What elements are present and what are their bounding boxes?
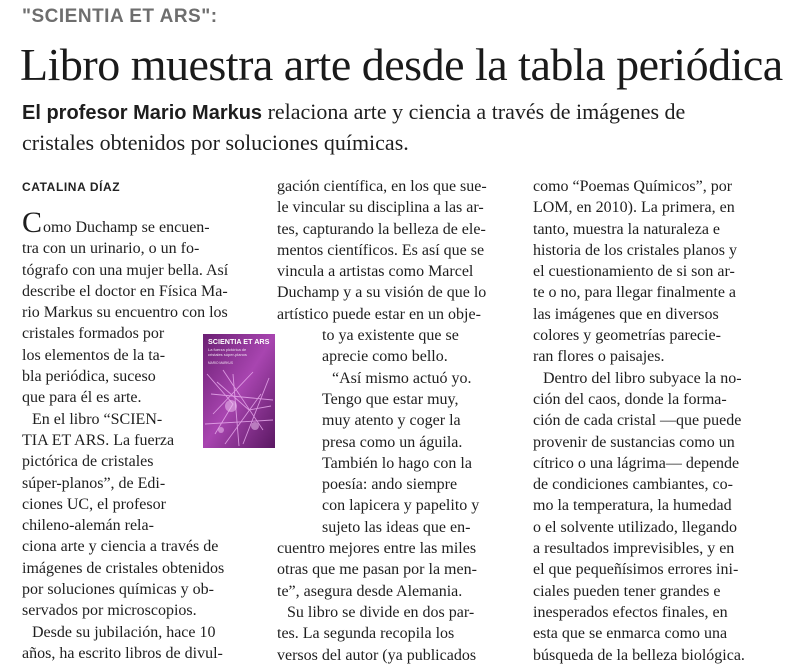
column-2-line: versos del autor (ya publicados bbox=[277, 646, 477, 664]
column-1-line: describe el doctor en Física Ma- bbox=[22, 282, 228, 300]
column-1-line: TIA ET ARS. La fuerza bbox=[22, 431, 175, 449]
column-3-line: tanto, muestra la naturaleza e bbox=[533, 220, 721, 238]
column-2-line: otras que me pasan por la men- bbox=[277, 561, 477, 579]
column-2-line: presa como un águila. bbox=[322, 433, 463, 451]
column-1-line: servados por microscopios. bbox=[22, 602, 197, 620]
column-2-line: artístico puede estar en un obje- bbox=[277, 305, 481, 323]
column-2-line: Tengo que estar muy, bbox=[322, 390, 459, 408]
column-3-line: Dentro del libro subyace la no- bbox=[543, 369, 742, 387]
column-3-line: búsqueda de la belleza biológica. bbox=[533, 646, 745, 664]
column-3-line: las imágenes que en diversos bbox=[533, 305, 719, 323]
column-3-line: ran flores o paisajes. bbox=[533, 348, 665, 366]
column-1-line: Desde su jubilación, hace 10 bbox=[32, 623, 216, 641]
book-cover-image bbox=[203, 334, 275, 448]
article-headline: Libro muestra arte desde la tabla periódica bbox=[20, 39, 783, 90]
column-1-line: imágenes de cristales obtenidos bbox=[22, 559, 225, 577]
column-3-line: colores y geometrías parecie- bbox=[533, 327, 721, 345]
article-deck bbox=[22, 97, 782, 158]
column-3-line: inesperados efectos finales, en bbox=[533, 603, 728, 621]
column-2-line: le vincular su disciplina a las ar- bbox=[277, 199, 484, 217]
column-3-line: como “Poemas Químicos”, por bbox=[533, 178, 733, 195]
column-2-line: to ya existente que se bbox=[322, 327, 459, 345]
column-1-line: ciona arte y ciencia a través de bbox=[22, 538, 219, 556]
book-cover-subtitle-1: La fuerza pictórica de bbox=[208, 347, 247, 352]
column-2-line: cuentro mejores entre las miles bbox=[277, 540, 477, 558]
column-1-line: súper-planos”, de Edi- bbox=[22, 474, 166, 492]
column-2-line: tes. La segunda recopila los bbox=[277, 625, 455, 643]
column-1-line: rio Markus su encuentro con los bbox=[22, 304, 228, 322]
column-1-line: tógrafo con una mujer bella. Así bbox=[22, 261, 229, 279]
column-3 bbox=[533, 176, 779, 666]
deck-line1-rest: relaciona arte y ciencia a través de imágenes de bbox=[262, 99, 686, 124]
column-3-line: el que pequeñísimos errores ini- bbox=[533, 561, 739, 579]
column-2-line: aprecie como bello. bbox=[322, 348, 448, 366]
column-3-line: cítrico o una lágrima— depende bbox=[533, 454, 740, 472]
column-2-line: “Así mismo actuó yo. bbox=[332, 369, 472, 387]
column-2-line: vincula a artistas como Marcel bbox=[277, 263, 474, 281]
column-2-line: mentos científicos. Es así que se bbox=[277, 241, 485, 259]
book-cover-subtitle-2: cristales súper-planos bbox=[208, 352, 247, 357]
column-1-line: ciones UC, el profesor bbox=[22, 495, 166, 513]
dropcap: C bbox=[22, 206, 43, 239]
column-3-line: ción de cada cristal —que puede bbox=[533, 412, 742, 430]
column-1-line: bla periódica, suceso bbox=[22, 368, 156, 386]
column-1-line: omo Duchamp se encuen- bbox=[43, 219, 210, 236]
column-3-line: o el solvente utilizado, llegando bbox=[533, 518, 737, 536]
column-3-line: ciales pueden tener grandes e bbox=[533, 582, 721, 600]
column-1-line: En el libro “SCIEN- bbox=[32, 410, 163, 428]
column-2-line: Su libro se divide en dos par- bbox=[287, 603, 475, 621]
column-1-line: chileno-alemán rela- bbox=[22, 517, 154, 535]
column-3-line: historia de los cristales planos y bbox=[533, 241, 737, 259]
column-3-line: el cuestionamiento de si son ar- bbox=[533, 263, 735, 281]
column-2-line: muy atento y coger la bbox=[322, 412, 461, 430]
column-2 bbox=[277, 176, 523, 666]
column-1-first-line bbox=[22, 206, 264, 239]
deck-strong: El profesor Mario Markus bbox=[22, 102, 263, 124]
column-3-line: provenir de sustancias como un bbox=[533, 433, 735, 451]
book-cover-title: SCIENTIA ET ARS bbox=[208, 337, 270, 346]
column-2-line: con lapicera y papelito y bbox=[322, 497, 480, 515]
deck-line2: cristales obtenidos por soluciones químicas. bbox=[22, 130, 409, 155]
column-3-line: mo la temperatura, la humedad bbox=[533, 497, 732, 515]
column-1-line: tra con un urinario, o un fo- bbox=[22, 240, 200, 258]
column-1-line: años, ha escrito libros de divul- bbox=[22, 644, 223, 662]
column-2-line: te”, asegura desde Alemania. bbox=[277, 582, 463, 600]
column-2-line: tes, capturando la belleza de ele- bbox=[277, 220, 486, 238]
column-1-line: por soluciones químicas y ob- bbox=[22, 581, 214, 599]
column-2-line: poesía: ando siempre bbox=[322, 476, 458, 494]
column-3-line: te o no, para llegar finalmente a bbox=[533, 284, 737, 302]
column-1-line: cristales formados por bbox=[22, 325, 165, 343]
column-1-line: los elementos de la ta- bbox=[22, 346, 166, 364]
column-3-line: esta que se enmarca como una bbox=[533, 625, 728, 643]
column-2-line: gación científica, en los que sue- bbox=[277, 178, 487, 195]
column-2-line: Duchamp y a su visión de que lo bbox=[277, 284, 487, 302]
column-3-line: de condiciones cambiantes, co- bbox=[533, 476, 733, 494]
column-3-line: a resultados imprevisibles, y en bbox=[533, 540, 735, 558]
book-cover-author: MARIO MARKUS bbox=[208, 361, 233, 365]
column-1-line: que para él es arte. bbox=[22, 389, 142, 407]
column-2-line: También lo hago con la bbox=[322, 454, 472, 472]
column-2-line: sujeto las ideas que en- bbox=[322, 518, 471, 536]
column-3-line: ción del caos, donde la forma- bbox=[533, 390, 727, 408]
column-3-line: LOM, en 2010). La primera, en bbox=[533, 199, 735, 217]
column-1-line: pictórica de cristales bbox=[22, 453, 154, 471]
article-kicker: "SCIENTIA ET ARS": bbox=[22, 6, 218, 27]
byline: CATALINA DÍAZ bbox=[22, 180, 121, 194]
